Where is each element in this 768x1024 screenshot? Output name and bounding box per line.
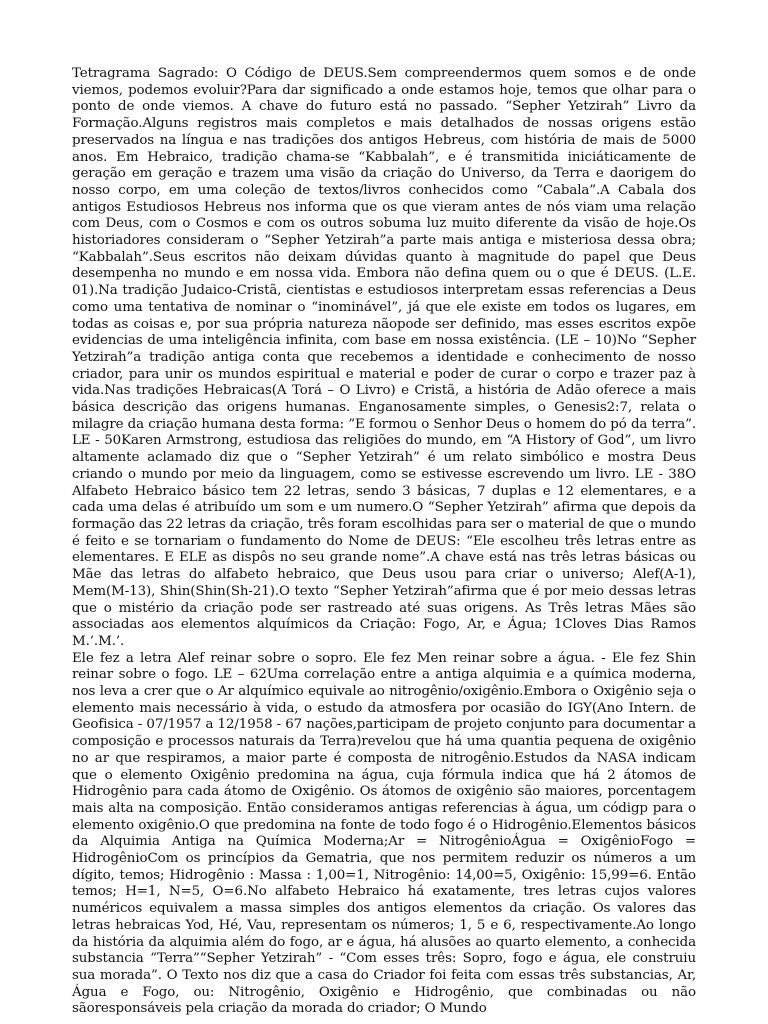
body-paragraph: Tetragrama Sagrado: O Código de DEUS.Sem compreendermos quem somos e de onde viemos, podemos evoluir?Para dar significado a onde estamos hoje, temos que olhar para o ponto de onde viemos. A chave do futuro está no passado. “Sepher Yetzirah” Livro da Formação.Alguns registros mais completos e mais detalhados de nossas origens estão preservados na língua e nas tradições dos antigos Hebreus, com história de mais de 5000 anos. Em Hebraico, tradição chama-se “Kabbalah”, e é transmitida iniciáticamente de geração em geração e trazem uma visão da criação do Universo, da Terra e daorigem do nosso corpo, em uma coleção de textos/livros conhecidos como “Cabala”.A Cabala dos antigos Estudiosos Hebreus nos informa que os que vieram antes de nós viam uma relação com Deus, com o Cosmos e com os outros sobuma luz muito diferente da visão de hoje.Os historiadores consideram o “Sepher Yetzirah”a parte mais antiga e misteriosa dessa obra; “Kabbalah”.Seus escritos não deixam dúvidas quanto à magnitude do papel que Deus desempenha no mundo e em nossa vida. Embora não defina quem ou o que é DEUS. (L.E. 01).Na tradição Judaico-Cristã, cientistas e estudiosos interpretam essas referencias a Deus como uma tentativa de nominar o “inominável”, já que ele existe em todos os lugares, em todas as coisas e, por sua própria natureza nãopode ser definido, mas esses escritos expõe evidencias de uma inteligência infinita, com base em nossa existência. (LE – 10)No “Sepher Yetzirah”a tradição antiga conta que recebemos a identidade e conhecimento de nosso criador, para unir os mundos espiritual e material e poder de curar o corpo e trazer paz à vida.Nas tradições Hebraicas(A Torá – O Livro) e Cristã, a história de Adão oferece a mais básica descrição das origens humanas. Enganosamente simples, o Genesis2:7, relata o milagre da criação humana desta forma: ”E formou o Senhor Deus o homem do pó da terra”. LE - 50Karen Armstrong, estudiosa das religiões do mundo, em “A History of God”, um livro altamente aclamado diz que o “Sepher Yetzirah” é um relato simbólico e mostra Deus criando o mundo por meio da linguagem, como se estivesse escrevendo um livro. LE - 38O Alfabeto Hebraico básico tem 22 letras, sendo 3 básicas, 7 duplas e 12 elementares, e a cada uma delas é atribuído um som e um numero.O “Sepher Yetzirah” afirma que depois da formação das 22 letras da criação, três foram escolhidas para ser o material de que o mundo é feito e se tornariam o fundamento do Nome de DEUS: “Ele escolheu três letras entre as elementares. E ELE as dispôs no seu grande nome”.A chave está nas três letras básicas ou Mãe das letras do alfabeto hebraico, que Deus usou para criar o universo; Alef(A-1), Mem(M-13), Shin(Shin(Sh-21).O texto “Sepher Yetzirah”afirma que é por meio dessas letras que o mistério da criação pode ser rastreado até suas origens. As Três letras Mães são associadas aos elementos alquímicos da Criação: Fogo, Ar, e Água; 1Cloves Dias Ramos M.’.M.’. xyxy=(72,66,696,649)
document-page xyxy=(72,66,696,1018)
body-paragraph: Ele fez a letra Alef reinar sobre o sopro. Ele fez Men reinar sobre a água. - Ele fez Shin reinar sobre o fogo. LE – 62Uma correlação entre a antiga alquimia e a química moderna, nos leva a crer que o Ar alquímico equivale ao nitrogênio/oxigênio.Embora o Oxigênio seja o elemento mais necessário à vida, o estudo da atmosfera por ocasião do IGY(Ano Intern. de Geofisica - 07/1957 a 12/1958 - 67 nações,participam de projeto conjunto para documentar a composição e processos naturais da Terra)revelou que há uma quantia pequena de oxigênio no ar que respiramos, a maior parte é composta de nitrogênio.Estudos da NASA indicam que o elemento Oxigênio predomina na água, cuja fórmula indica que há 2 átomos de Hidrogênio para cada átomo de Oxigênio. Os átomos de oxigênio são maiores, porcentagem mais alta na composição. Então consideramos antigas referencias à água, um códigp para o elemento oxigênio.O que predomina na fonte de todo fogo é o Hidrogênio.Elementos básicos da Alquimia Antiga na Química Moderna;Ar = NitrogênioÁgua = OxigênioFogo = HidrogênioCom os princípios da Gematria, que nos permitem reduzir os números a um dígito, temos; Hidrogênio : Massa : 1,00=1, Nitrogênio: 14,00=5, Oxigênio: 15,99=6. Então temos; H=1, N=5, O=6.No alfabeto Hebraico há exatamente, tres letras cujos valores numéricos equivalem a massa simples dos antigos elementos da criação. Os valores das letras hebraicas Yod, Hé, Vau, representam os números; 1, 5 e 6, respectivamente.Ao longo da história da alquimia além do fogo, ar e água, há alusões ao quarto elemento, a conhecida substancia “Terra”“Sepher Yetzirah” - “Com esses três: Sopro, fogo e água, ele construiu sua morada”. O Texto nos diz que a casa do Criador foi feita com essas três substancias, Ar, Água e Fogo, ou: Nitrogênio, Oxigênio e Hidrogênio, que combinadas ou não sãoresponsáveis pela criação da morada do criador; O Mundo xyxy=(72,650,696,1017)
